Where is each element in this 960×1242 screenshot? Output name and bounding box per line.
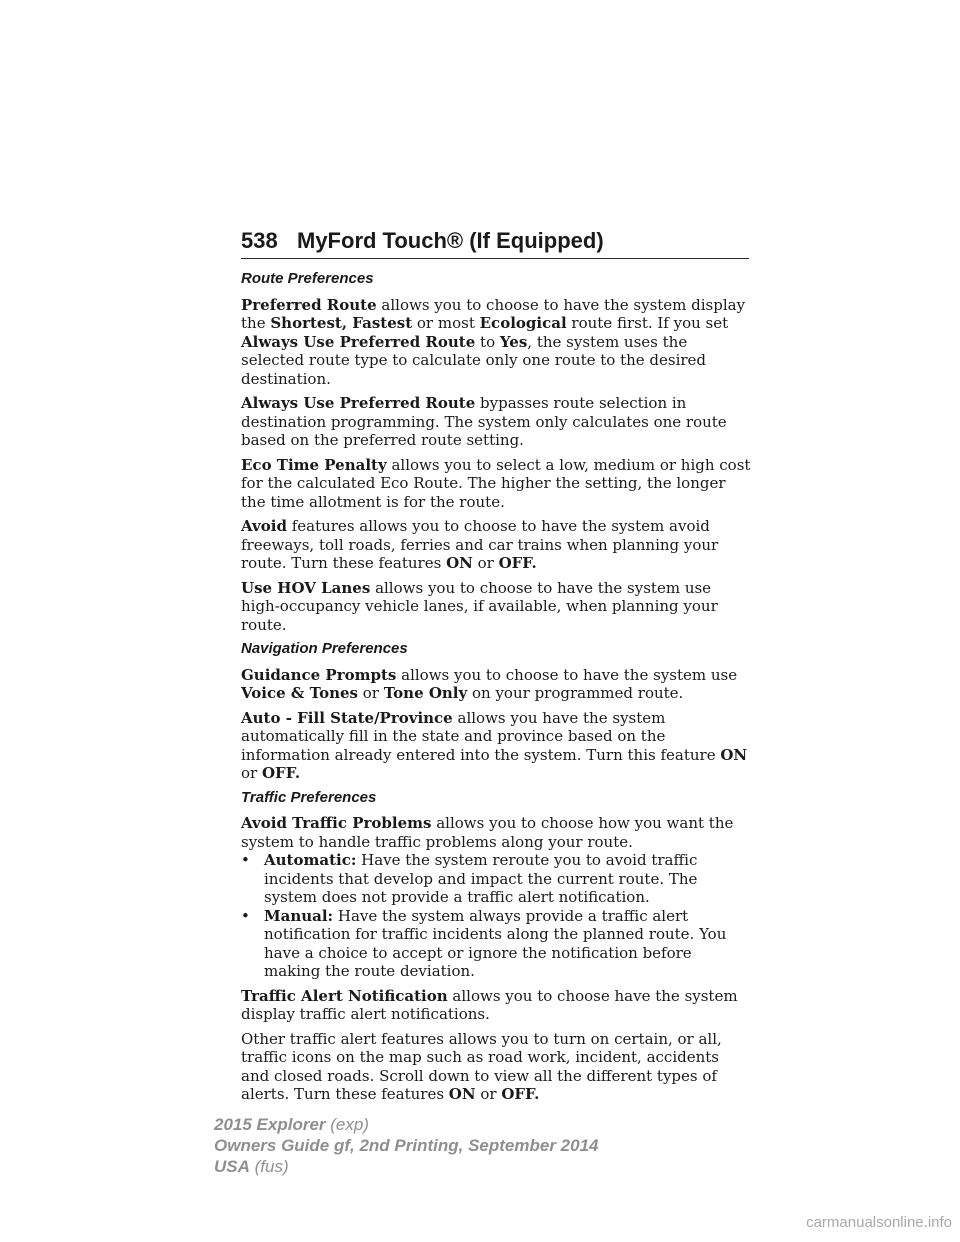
text: Other traffic alert features allows you to turn on certain, or all, traffic icons on the map such as road work, incident, accidents and closed roads. Scroll down to view all the different types of alerts. Turn these features [241, 1029, 722, 1103]
term-tone-only: Tone Only [383, 684, 468, 702]
term-guidance-prompts: Guidance Prompts [241, 665, 397, 684]
chapter-title: MyFord Touch® (If Equipped) [297, 228, 604, 253]
paragraph-preferred-route [241, 296, 751, 389]
paragraph-use-hov-lanes [241, 579, 751, 635]
bullet-mark: • [241, 851, 250, 869]
page-footer [214, 1114, 598, 1177]
text: or most [412, 314, 480, 332]
page-header [241, 226, 749, 259]
term-ecological: Ecological [479, 314, 567, 332]
term-on: ON [446, 554, 473, 572]
text: allows you to choose to have the system use [396, 665, 738, 684]
term-off: OFF. [261, 764, 301, 782]
paragraph-always-use-preferred-route [241, 394, 751, 450]
term-voice-tones: Voice & Tones [241, 684, 358, 702]
text: or [241, 764, 262, 782]
page-content [241, 268, 751, 1110]
watermark: carmanualsonline.info [806, 1214, 952, 1231]
text: allows you to choose to have the system use high-occupancy vehicle lanes, if available, when planning your route. [241, 578, 718, 634]
footer-line-market [214, 1156, 598, 1177]
term-traffic-alert-notification: Traffic Alert Notification [241, 986, 448, 1005]
text: allows you have the system automatically fill in the state and province based on the information already entered into the system. Turn this feature [241, 708, 721, 764]
text: features allows you to choose to have the system avoid freeways, toll roads, ferries and car trains when planning your route. Turn these features [241, 517, 719, 572]
term-on: ON [448, 1085, 476, 1103]
term-auto-fill-state-province: Auto - Fill State/Province [241, 708, 453, 727]
term-eco-time-penalty: Eco Time Penalty [241, 455, 387, 474]
term-avoid-traffic-problems: Avoid Traffic Problems [241, 814, 432, 832]
term-manual: Manual: [264, 906, 334, 925]
footer-line-model [214, 1114, 598, 1135]
text: on your programmed route. [467, 684, 684, 702]
paragraph-eco-time-penalty [241, 456, 751, 512]
term-avoid: Avoid [241, 517, 287, 535]
bullet-automatic [241, 851, 751, 907]
term-automatic: Automatic: [264, 851, 357, 869]
footer-model: 2015 Explorer [214, 1115, 326, 1134]
text: allows you to choose how you want the system to handle traffic problems along your route. [241, 814, 734, 851]
term-always-use-preferred-route: Always Use Preferred Route [241, 394, 476, 412]
term-preferred-route: Preferred Route [241, 295, 377, 314]
text: allows you to select a low, medium or high cost for the calculated Eco Route. The higher the setting, the longer the time allotment is for the route. [241, 455, 751, 511]
text: Have the system reroute you to avoid traffic incidents that develop and impact the current route. The system does not provide a traffic alert notification. [264, 851, 698, 906]
footer-market: USA [214, 1157, 250, 1176]
section-title-traffic-preferences: Traffic Preferences [241, 788, 377, 806]
text: allows you to choose to have the system display the [241, 295, 746, 332]
text: , the system uses the selected route type to calculate only one route to the desired destination. [241, 332, 707, 388]
text: route first. If you set [566, 314, 729, 332]
paragraph-avoid-traffic-problems [241, 814, 751, 851]
bullet-mark: • [241, 906, 250, 925]
page-number: 538 [241, 228, 278, 253]
term-on: ON [720, 745, 748, 764]
bullet-manual [241, 907, 751, 981]
paragraph-avoid [241, 517, 751, 573]
term-off: OFF. [498, 554, 537, 572]
section-title-navigation-preferences: Navigation Preferences [241, 640, 408, 657]
term-always-use-preferred-route: Always Use Preferred Route [241, 332, 476, 351]
term-yes: Yes [499, 332, 528, 351]
paragraph-auto-fill [241, 709, 751, 783]
text: bypasses route selection in destination programming. The system only calculates one route based on the preferred route setting. [241, 394, 727, 449]
paragraph-traffic-alert-notification [241, 987, 751, 1024]
paragraph-guidance-prompts [241, 666, 751, 703]
text: to [475, 332, 500, 351]
text: allows you to choose have the system display traffic alert notifications. [241, 986, 738, 1023]
text: Have the system always provide a traffic alert notification for traffic incidents along the planned route. You have a choice to accept or ignore the notification before making the route deviation. [264, 906, 727, 980]
term-off: OFF. [501, 1085, 540, 1103]
text: or [472, 554, 499, 572]
footer-market-code: (fus) [249, 1157, 289, 1176]
footer-line-guide: Owners Guide gf, 2nd Printing, September 2014 [214, 1136, 599, 1155]
term-use-hov-lanes: Use HOV Lanes [241, 578, 371, 597]
footer-model-code: (exp) [325, 1115, 369, 1134]
section-title-route-preferences: Route Preferences [241, 270, 374, 287]
term-shortest-fastest: Shortest, Fastest [270, 314, 413, 332]
text: or [475, 1085, 502, 1103]
text: or [357, 684, 384, 702]
paragraph-other-traffic-alerts [241, 1030, 751, 1104]
